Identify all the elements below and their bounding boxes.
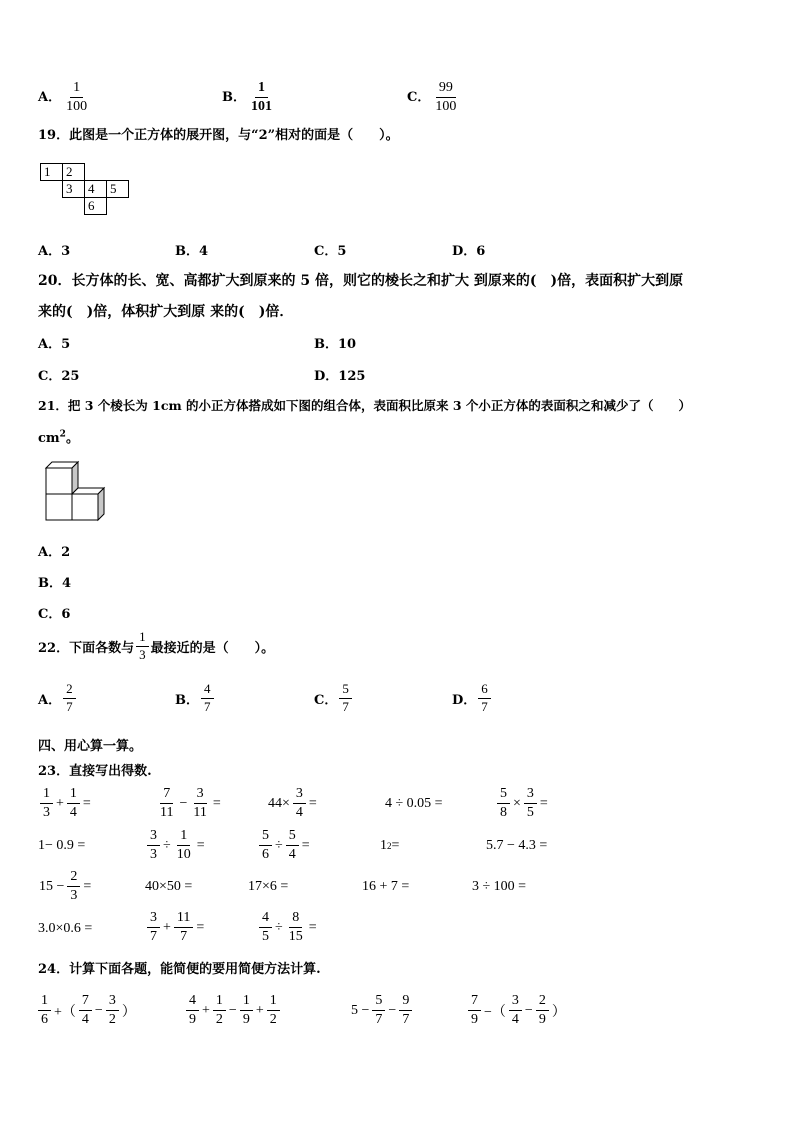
cube-composite-figure — [40, 460, 110, 526]
q23-expr-r1-5: $\frac{5}{8}$ × $\frac{3}{5}$ = — [495, 786, 549, 821]
q19-option-a: A．3 — [38, 244, 71, 259]
cube-net-diagram — [40, 163, 129, 215]
section-heading: 四、用心算一算。 — [38, 739, 143, 754]
q23-title: 23．直接写出得数. — [38, 764, 152, 779]
q23-expr-r4-3: $\frac{4}{5}$ ÷ $\frac{8}{15}$ = — [257, 910, 318, 945]
q22-text: 22．下面各数与 $\frac{1}{3}$ 最接近的是（ ）。 — [38, 629, 275, 662]
q20-option-d: D．125 — [314, 369, 366, 384]
q21-text-line1: 21．把 3 个棱长为 1cm 的小正方体搭成如下图的组合体，表面积比原来 3 个小正方体的表面积之和减少了（ ） — [38, 398, 691, 413]
q19-option-d: D．6 — [452, 244, 486, 259]
q23-expr-r2-5: 5.7 − 4.3 = — [486, 838, 548, 853]
q18-option-c: C． $\frac{99}{100}$ — [407, 80, 457, 115]
net-face-5: 5 — [107, 181, 129, 198]
q23-expr-r4-2: $\frac{3}{7}$ + $\frac{11}{7}$ = — [145, 910, 205, 945]
q23-expr-r2-3: $\frac{5}{6}$ ÷ $\frac{5}{4}$ = — [257, 828, 311, 863]
q20-option-c: C．25 — [38, 369, 80, 384]
q24-expr-3: 5 − $\frac{5}{7}$ − $\frac{9}{7}$ — [350, 993, 414, 1028]
q23-expr-r3-1: 15 − $\frac{2}{3}$ = — [39, 869, 92, 904]
q20-option-a: A．5 — [38, 337, 71, 352]
q18-option-b: B． $\frac{1}{101}$ — [222, 80, 272, 115]
q19-option-c: C．5 — [314, 244, 347, 259]
q22-option-b: B． $\frac{4}{7}$ — [175, 682, 216, 715]
q22-option-a: A． $\frac{2}{7}$ — [38, 682, 78, 715]
q23-expr-r4-1: 3.0×0.6 = — [38, 921, 93, 936]
q23-expr-r1-3: 44× $\frac{3}{4}$ = — [268, 786, 317, 821]
q23-expr-r2-4: 1 2 = — [380, 838, 400, 853]
q21-option-a: A．2 — [38, 545, 71, 560]
q23-expr-r3-4: 16 + 7 = — [362, 879, 410, 894]
q24-expr-1: $\frac{1}{6}$ +（ $\frac{7}{4}$ − $\frac{3}{2}$ ） — [36, 993, 137, 1028]
q24-title: 24．计算下面各题，能简便的要用简便方法计算. — [38, 962, 321, 977]
q23-expr-r1-1: $\frac{1}{3}$ + $\frac{1}{4}$ = — [38, 786, 92, 821]
net-face-6: 6 — [85, 198, 107, 215]
q23-expr-r1-2: $\frac{7}{11}$ − $\frac{3}{11}$ = — [160, 786, 221, 821]
q23-expr-r2-2: $\frac{3}{3}$ ÷ $\frac{1}{10}$ = — [145, 828, 206, 863]
q24-expr-4: $\frac{7}{9}$ −（ $\frac{3}{4}$ − $\frac{2}{9}$ ） — [466, 993, 567, 1028]
q23-expr-r3-5: 3 ÷ 100 = — [472, 879, 527, 894]
q20-text-line1: 20．长方体的长、宽、高都扩大到原来的 5 倍，则它的棱长之和扩大 到原来的( )倍，表面积扩大到原 — [38, 273, 684, 289]
q24-expr-2: $\frac{4}{9}$ + $\frac{1}{2}$ − $\frac{1}{9}$ + $\frac{1}{2}$ — [184, 993, 282, 1028]
q22-option-c: C． $\frac{5}{7}$ — [314, 682, 354, 715]
q23-expr-r3-2: 40×50 = — [145, 879, 193, 894]
q19-option-b: B．4 — [175, 244, 209, 259]
q23-expr-r1-4: 4 ÷ 0.05 = — [385, 796, 443, 811]
q22-option-d: D． $\frac{6}{7}$ — [452, 682, 493, 715]
q23-expr-r2-1: 1− 0.9 = — [38, 838, 86, 853]
net-face-4: 4 — [85, 181, 107, 198]
q23-expr-r3-3: 17×6 = — [248, 879, 289, 894]
q21-unit: $cm^2$。 — [38, 429, 79, 446]
net-face-1: 1 — [41, 164, 63, 181]
q21-option-c: C．6 — [38, 607, 71, 622]
q20-option-b: B．10 — [314, 337, 357, 352]
q19-text: 19．此图是一个正方体的展开图，与“2”相对的面是（ ）。 — [38, 128, 399, 143]
net-face-2: 2 — [63, 164, 85, 181]
q18-option-a: A． $\frac{1}{100}$ — [38, 80, 88, 115]
q21-option-b: B．4 — [38, 576, 72, 591]
q20-text-line2: 来的( )倍，体积扩大到原 来的( )倍． — [38, 304, 294, 320]
net-face-3: 3 — [63, 181, 85, 198]
